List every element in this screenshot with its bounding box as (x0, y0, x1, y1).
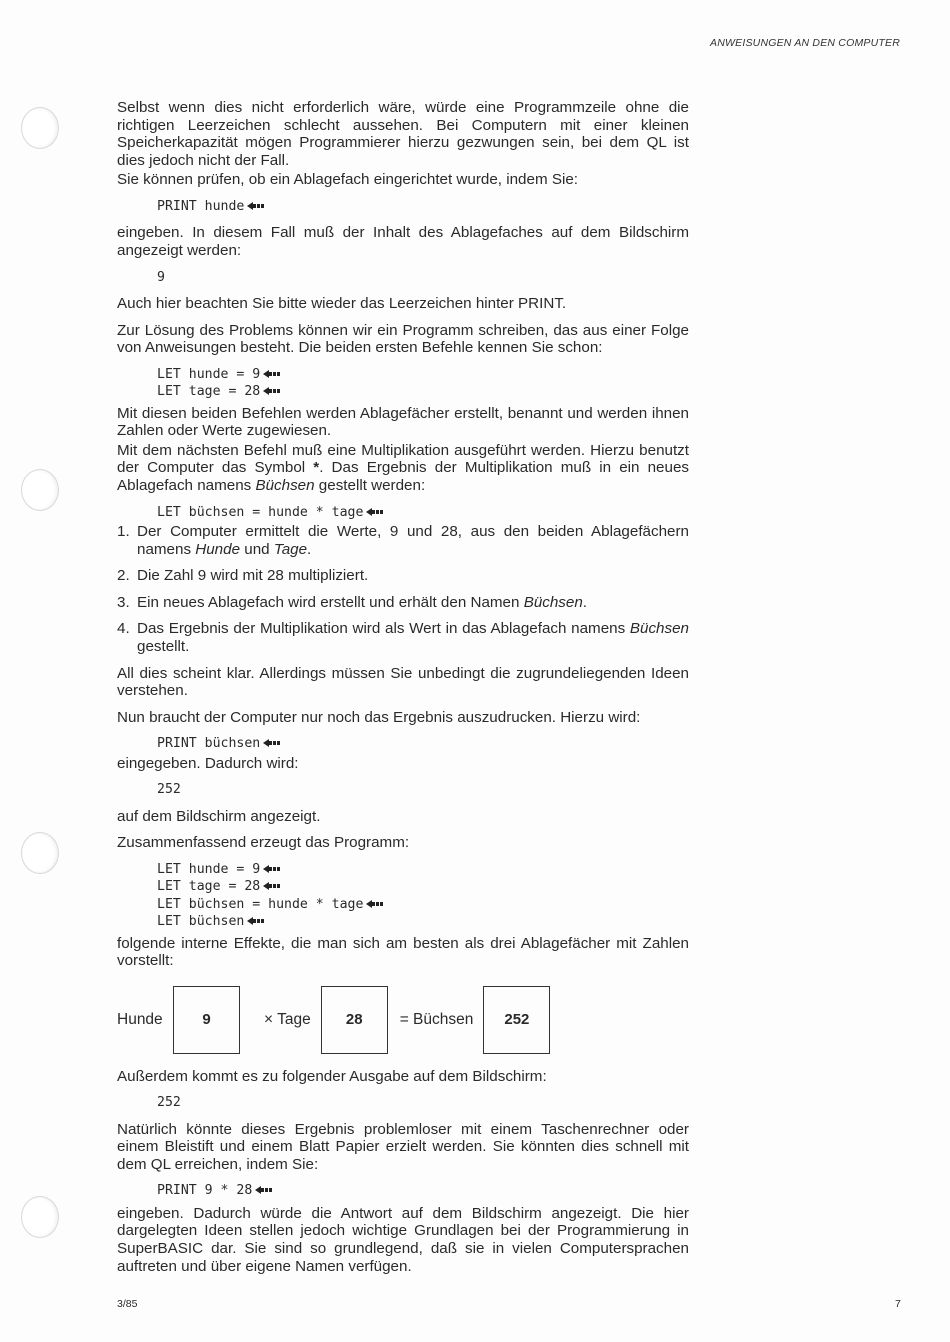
running-header: ANWEISUNGEN AN DEN COMPUTER (710, 37, 900, 49)
list-number: 1. (117, 522, 130, 540)
code-text: LET büchsen (157, 914, 245, 930)
code-line (157, 896, 689, 913)
code-text: LET tage = 28 (157, 384, 261, 400)
paragraph: eingeben. Dadurch würde die Antwort auf dem Bildschirm angezeigt. Die hier dargelegten Ideen stellen jedoch wichtige Grundlagen bei der Programmierung in SuperBASIC dar. Sie sind so grundlegend, daß sie in vielen Computersprachen auftreten und über eigene Namen verfügen. (117, 1204, 689, 1275)
list-item (117, 567, 689, 585)
emphasis: Büchsen (523, 593, 583, 611)
enter-key-icon (263, 739, 280, 747)
enter-key-icon (255, 1186, 272, 1194)
storage-boxes-diagram (117, 986, 689, 1054)
code-text: PRINT hunde (157, 198, 245, 214)
emphasis: Hunde (195, 540, 241, 558)
code-line (157, 861, 689, 878)
list-number: 3. (117, 593, 130, 611)
text: Auch hier beachten Sie bitte wieder das Leerzeichen hinter (117, 294, 519, 312)
text: Der Computer ermittelt die Werte, 9 und 28, aus den beiden Ablagefächern namens (137, 522, 689, 558)
paragraph: auf dem Bildschirm angezeigt. (117, 807, 321, 825)
text: . (307, 540, 312, 558)
output-line: 252 (157, 782, 181, 798)
punch-hole (21, 107, 59, 149)
code-line (157, 913, 689, 930)
text: und (240, 540, 274, 558)
code-text: LET hunde = 9 (157, 861, 261, 877)
code-text: LET tage = 28 (157, 879, 261, 895)
enter-key-icon (263, 387, 280, 395)
emphasis: Büchsen (629, 620, 689, 638)
paragraph: eingegeben. Dadurch wird: (117, 754, 299, 772)
text: Die Zahl 9 wird mit 28 multipliziert. (137, 567, 369, 585)
page-number: 7 (895, 1298, 901, 1310)
symbol: * (313, 459, 320, 477)
code-block (157, 366, 689, 401)
list-item (117, 523, 689, 558)
enter-key-icon (366, 508, 383, 516)
storage-box: 28 (321, 986, 388, 1054)
enter-key-icon (366, 900, 383, 908)
enter-key-icon (247, 917, 264, 925)
code-line (157, 383, 689, 400)
code-text: LET büchsen = hunde * tage (157, 896, 364, 912)
code-line (157, 198, 689, 215)
enter-key-icon (247, 202, 264, 210)
code-line (157, 735, 689, 752)
enter-key-icon (263, 865, 280, 873)
code-text: LET büchsen = hunde * tage (157, 504, 364, 520)
paragraph: eingeben. In diesem Fall muß der Inhalt des Ablagefaches auf dem Bildschirm angezeigt werden: (117, 224, 689, 259)
punch-hole (21, 1196, 59, 1238)
punch-hole (21, 832, 59, 874)
text: . (561, 294, 567, 312)
output-line: 252 (157, 1095, 181, 1111)
text: . Das Ergebnis der Multiplikation muß in ein neues Ablagefach namens (117, 459, 689, 494)
paragraph: Zur Lösung des Problems können wir ein Programm schreiben, das aus einer Folge von Anweisungen besteht. Die beiden ersten Befehle kennen Sie schon: (117, 321, 689, 357)
paragraph: Zusammenfassend erzeugt das Programm: (117, 834, 410, 852)
numbered-list (117, 523, 689, 656)
box-label: = Büchsen (399, 1010, 474, 1028)
emphasis: Büchsen (255, 476, 315, 494)
code-text: PRINT 9 * 28 (157, 1183, 253, 1199)
footer-date: 3/85 (117, 1298, 138, 1310)
code-line (157, 504, 689, 521)
list-number: 2. (117, 567, 130, 585)
punch-hole (21, 469, 59, 511)
paragraph (117, 442, 689, 495)
list-item (117, 594, 689, 612)
list-item (117, 620, 689, 655)
code-block (157, 861, 689, 931)
code-line (157, 366, 689, 383)
text: . (582, 593, 588, 611)
storage-box: 252 (483, 986, 550, 1054)
paragraph: All dies scheint klar. Allerdings müssen Sie unbedingt die zugrundeliegenden Ideen verstehen. (117, 664, 689, 700)
text: Das Ergebnis der Multiplikation wird als Wert in das Ablagefach namens (137, 620, 630, 638)
keyword: PRINT (518, 294, 562, 312)
emphasis: Tage (273, 540, 308, 558)
text: gestellt werden: (314, 476, 426, 494)
code-line (157, 1182, 689, 1199)
paragraph: Selbst wenn dies nicht erforderlich wäre, würde eine Programmzeile ohne die richtigen Leerzeichen schlecht aussehen. Bei Computern mit einer kleinen Speicherkapazität mögen Programmierer hierzu gezwungen sein, bei dem QL ist dies jedoch nicht der Fall. (117, 99, 689, 169)
code-text: PRINT büchsen (157, 736, 261, 752)
paragraph (117, 295, 689, 313)
code-text: LET hunde = 9 (157, 366, 261, 382)
enter-key-icon (263, 882, 280, 890)
enter-key-icon (263, 370, 280, 378)
box-label: Hunde (117, 1010, 163, 1028)
box-label: × Tage (264, 1010, 311, 1028)
paragraph: Sie können prüfen, ob ein Ablagefach eingerichtet wurde, indem Sie: (117, 171, 578, 189)
paragraph: folgende interne Effekte, die man sich am besten als drei Ablagefächer mit Zahlen vorstellt: (117, 934, 689, 970)
list-number: 4. (117, 620, 130, 638)
paragraph: Mit diesen beiden Befehlen werden Ablagefächer erstellt, benannt und werden ihnen Zahlen oder Werte zugewiesen. (117, 404, 689, 440)
text: gestellt. (137, 637, 190, 655)
storage-box: 9 (173, 986, 240, 1054)
paragraph: Natürlich könnte dieses Ergebnis problemloser mit einem Taschenrechner oder einem Bleistift und einem Blatt Papier erzielt werden. Sie könnten dies schnell mit dem QL erreichen, indem Sie: (117, 1120, 689, 1173)
paragraph: Außerdem kommt es zu folgender Ausgabe auf dem Bildschirm: (117, 1067, 547, 1085)
text: Ein neues Ablagefach wird erstellt und erhält den Namen (137, 593, 524, 611)
paragraph: Nun braucht der Computer nur noch das Ergebnis auszudrucken. Hierzu wird: (117, 708, 641, 726)
page-body (117, 99, 689, 1284)
output-line: 9 (157, 269, 165, 285)
text: Mit dem nächsten Befehl muß eine Multiplikation ausgeführt werden. Hierzu benutzt der Computer das Symbol (117, 441, 689, 477)
code-line (157, 878, 689, 895)
